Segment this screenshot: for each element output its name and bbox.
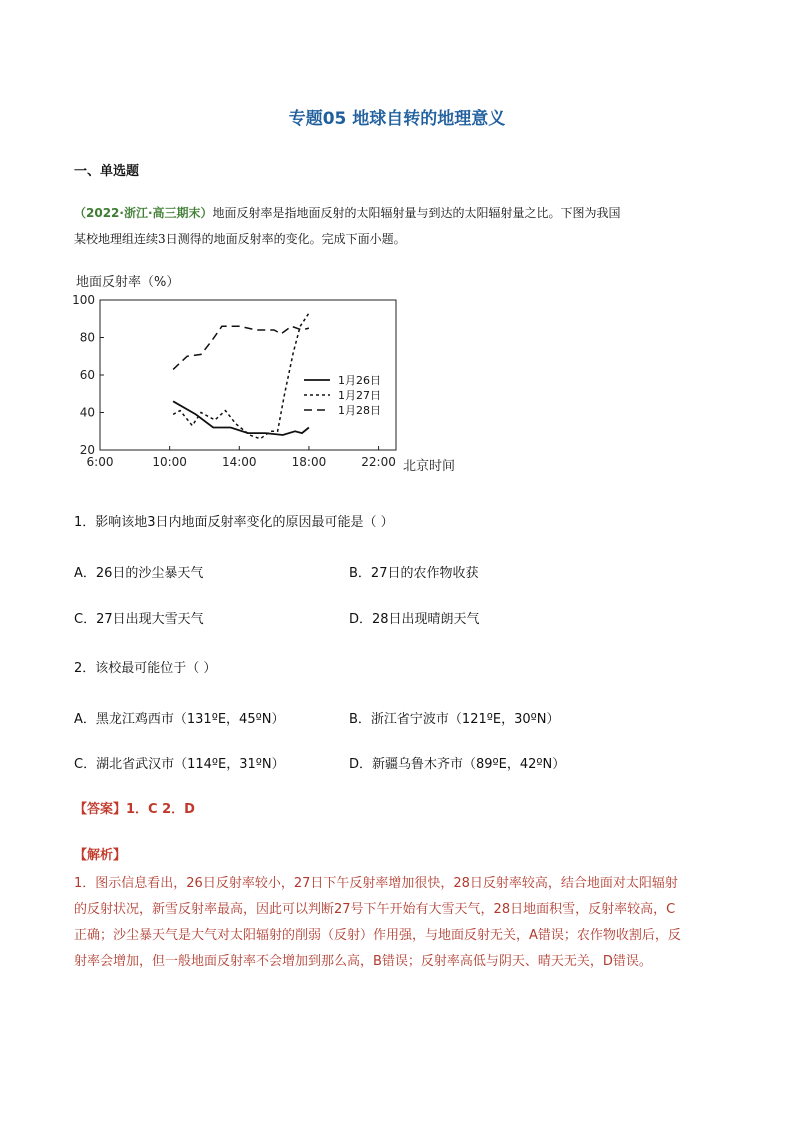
x-tick-label: 14:00 [221, 455, 257, 469]
legend-label: 1月27日 [338, 389, 381, 402]
question-2-stem: 2．该校最可能位于（ ） [74, 661, 217, 676]
y-tick-label: 100 [72, 293, 95, 307]
q1-option-b[interactable]: B．27日的农作物收获 [349, 566, 479, 581]
intro-text-1: 地面反射率是指地面反射的太阳辐射量与到达的太阳辐射量之比。下图为我国 [212, 206, 621, 220]
analysis-label: 【解析】 [74, 848, 127, 863]
analysis-line: 射率会增加，但一般地面反射率不会增加到那么高，B错误；反射率高低与阴天、晴天无关，D错误。 [74, 954, 652, 969]
q1-option-a[interactable]: A．26日的沙尘暴天气 [74, 566, 204, 581]
page-title: 专题05 地球自转的地理意义 [288, 109, 506, 129]
intro-line-1 [74, 200, 724, 226]
x-tick-label: 10:00 [152, 455, 187, 469]
series-line-dashed [173, 326, 309, 369]
q2-option-b[interactable]: B．浙江省宁波市（121ºE，30ºN） [349, 712, 560, 727]
q2-option-d[interactable]: D．新疆乌鲁木齐市（89ºE，42ºN） [349, 757, 566, 772]
x-tick-label: 22:00 [361, 455, 396, 469]
intro-line-2: 某校地理组连续3日测得的地面反射率的变化。完成下面小题。 [74, 232, 406, 246]
question-source: （2022·浙江·高三期末） [74, 206, 213, 220]
q2-option-a[interactable]: A．黑龙江鸡西市（131ºE，45ºN） [74, 712, 285, 727]
x-tick-label: 6:00 [86, 455, 114, 469]
y-tick-label: 40 [79, 405, 95, 420]
question-intro [74, 200, 724, 252]
analysis-line: 的反射状况，新雪反射率最高，因此可以判断27号下午开始有大雪天气，28日地面积雪，反射率较高，C [74, 902, 676, 917]
analysis-body [74, 857, 724, 975]
q1-option-d[interactable]: D．28日出现晴朗天气 [349, 612, 480, 627]
y-tick-label: 60 [79, 368, 95, 382]
analysis-line: 1．图示信息看出，26日反射率较小，27日下午反射率增加很快，28日反射率较高，结合地面对太阳辐射 [74, 876, 678, 891]
q2-option-c[interactable]: C．湖北省武汉市（114ºE，31ºN） [74, 757, 285, 772]
q1-option-c[interactable]: C．27日出现大雪天气 [74, 612, 204, 627]
legend-label: 1月28日 [338, 404, 381, 417]
chart-x-label: 北京时间 [403, 459, 456, 474]
chart-y-label: 地面反射率（%） [76, 275, 180, 290]
analysis-line: 正确；沙尘暴天气是大气对太阳辐射的削弱（反射）作用强，与地面反射无关，A错误；农作物收割后，反 [74, 928, 681, 943]
y-tick-label: 80 [79, 330, 95, 345]
answer-key: 【答案】1．C 2．D [74, 802, 195, 817]
reflectance-chart [60, 268, 480, 478]
x-tick-label: 18:00 [291, 455, 327, 469]
series-line-solid [173, 401, 309, 435]
question-1-stem: 1．影响该地3日内地面反射率变化的原因最可能是（ ） [74, 515, 394, 530]
series-line-dotted [173, 313, 309, 439]
legend-label: 1月26日 [338, 374, 381, 387]
section-heading: 一、单选题 [74, 164, 140, 179]
y-tick-label: 20 [79, 443, 95, 457]
